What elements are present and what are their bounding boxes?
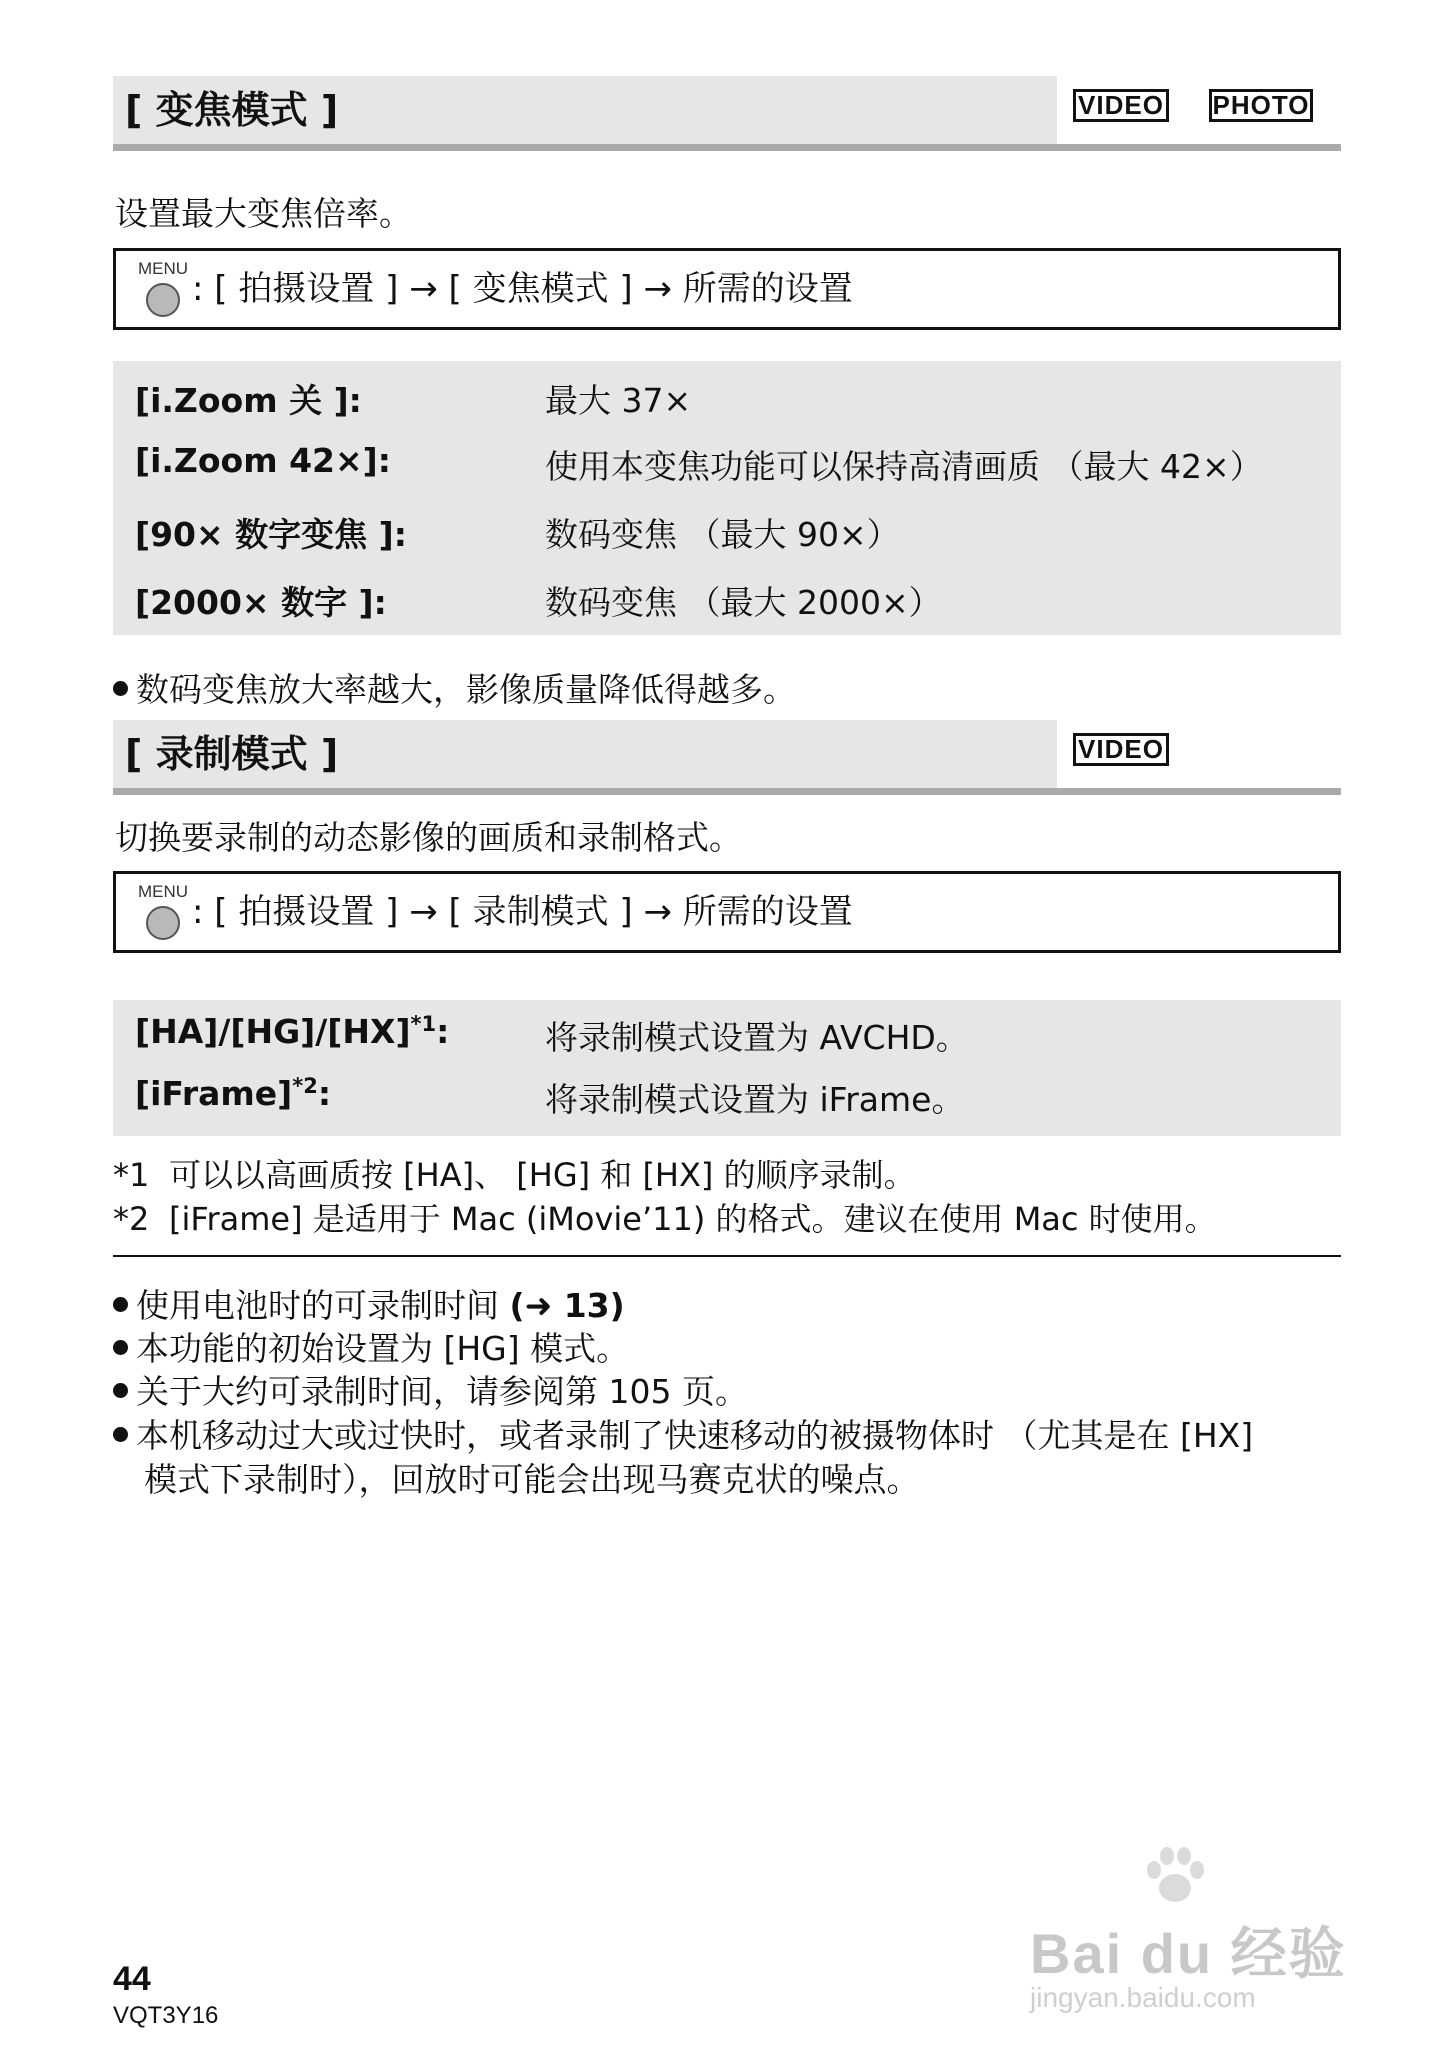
menu-path-box [113,248,1341,330]
option-label: [i.Zoom 42×]: [135,441,391,480]
options-table [113,361,1341,635]
option-label: [i.Zoom 关 ]: [135,381,362,420]
photo-tag: PHOTO [1209,89,1313,122]
section-header-record-mode [113,720,1341,795]
menu-path-text: : [ 拍摄设置 ] → [ 录制模式 ] → 所需的设置 [192,892,853,932]
note-text: 本机移动过大或过快时，或者录制了快速移动的被摄物体时 （尤其是在 [HX] [136,1416,1254,1455]
note-text: 数码变焦放大率越大，影像质量降低得越多。 [136,670,796,709]
baidu-watermark [1010,1840,1360,2030]
note-bullet [113,1410,1253,1457]
footnote-text: [iFrame] 是适用于 Mac (iMovie’11) 的格式。建议在使用 Mac 时使用。 [169,1200,1217,1238]
option-label: [iFrame]$^{*2}$: [135,1074,332,1113]
option-desc: 数码变焦 （最大 2000×） [545,583,942,622]
footnote-mark: *2 [113,1200,150,1238]
section-header-zoom-mode [113,76,1341,151]
menu-icon-label: MENU [138,882,189,901]
option-row [113,441,1341,501]
bullet-icon [113,1340,128,1355]
option-label: [2000× 数字 ]: [135,583,387,622]
note-text: 关于大约可录制时间，请参阅第 105 页。 [136,1372,748,1411]
footnote [113,1150,916,1196]
footnote-mark: *1 [113,1156,150,1194]
video-tag: VIDEO [1073,89,1169,122]
footnote-text: 可以以高画质按 [HA]、 [HG] 和 [HX] 的顺序录制。 [169,1156,916,1194]
watermark-url: jingyan.baidu.com [1030,1982,1256,2013]
option-desc: 将录制模式设置为 AVCHD。 [545,1018,969,1057]
menu-icon-label: MENU [138,259,189,278]
option-label: [HA]/[HG]/[HX]$^{*1}$: [135,1012,450,1051]
option-desc: 将录制模式设置为 iFrame。 [545,1080,965,1119]
paw-icon [1140,1840,1210,1910]
bullet-icon [113,1427,128,1442]
option-row [113,375,1341,435]
document-code: VQT3Y16 [113,2002,219,2029]
bullet-icon [113,1383,128,1398]
bullet-icon [113,681,128,696]
section-title: [ 录制模式 ] [125,732,339,776]
footnote [113,1194,1217,1240]
option-desc: 数码变焦 （最大 90×） [545,515,900,554]
menu-knob-icon [146,906,180,940]
note-bullet [113,1280,625,1327]
note-bullet [113,1323,629,1370]
video-tag: VIDEO [1073,733,1169,766]
mode-tags [1057,720,1341,788]
option-row [113,509,1341,569]
page-reference: (➜ 13) [509,1286,625,1325]
divider [113,1255,1341,1257]
note-text: 本功能的初始设置为 [HG] 模式。 [136,1329,630,1368]
option-row [113,1012,1341,1072]
mode-tags [1057,76,1341,144]
bullet-icon [113,1297,128,1312]
menu-knob-icon [146,283,180,317]
menu-path-box [113,871,1341,953]
note-continuation: 模式下录制时），回放时可能会出现马赛克状的噪点。 [144,1460,920,1499]
option-row [113,577,1341,637]
note-text: 使用电池时的可录制时间 [136,1286,510,1325]
note-bullet [113,1366,748,1413]
section-intro: 切换要录制的动态影像的画质和录制格式。 [115,818,742,857]
note-bullet [113,664,796,711]
menu-path-text: : [ 拍摄设置 ] → [ 变焦模式 ] → 所需的设置 [192,269,853,309]
option-desc: 最大 37× [545,381,692,420]
menu-button-icon [138,259,189,323]
watermark-brand: Bai du 经验 [1030,1922,1347,1985]
menu-button-icon [138,882,189,946]
options-table [113,1000,1341,1136]
option-row [113,1074,1341,1134]
section-intro: 设置最大变焦倍率。 [115,194,412,233]
option-label: [90× 数字变焦 ]: [135,515,407,554]
option-desc: 使用本变焦功能可以保持高清画质 （最大 42×） [545,447,1263,486]
page-number: 44 [113,1960,151,1998]
section-title: [ 变焦模式 ] [125,88,339,132]
